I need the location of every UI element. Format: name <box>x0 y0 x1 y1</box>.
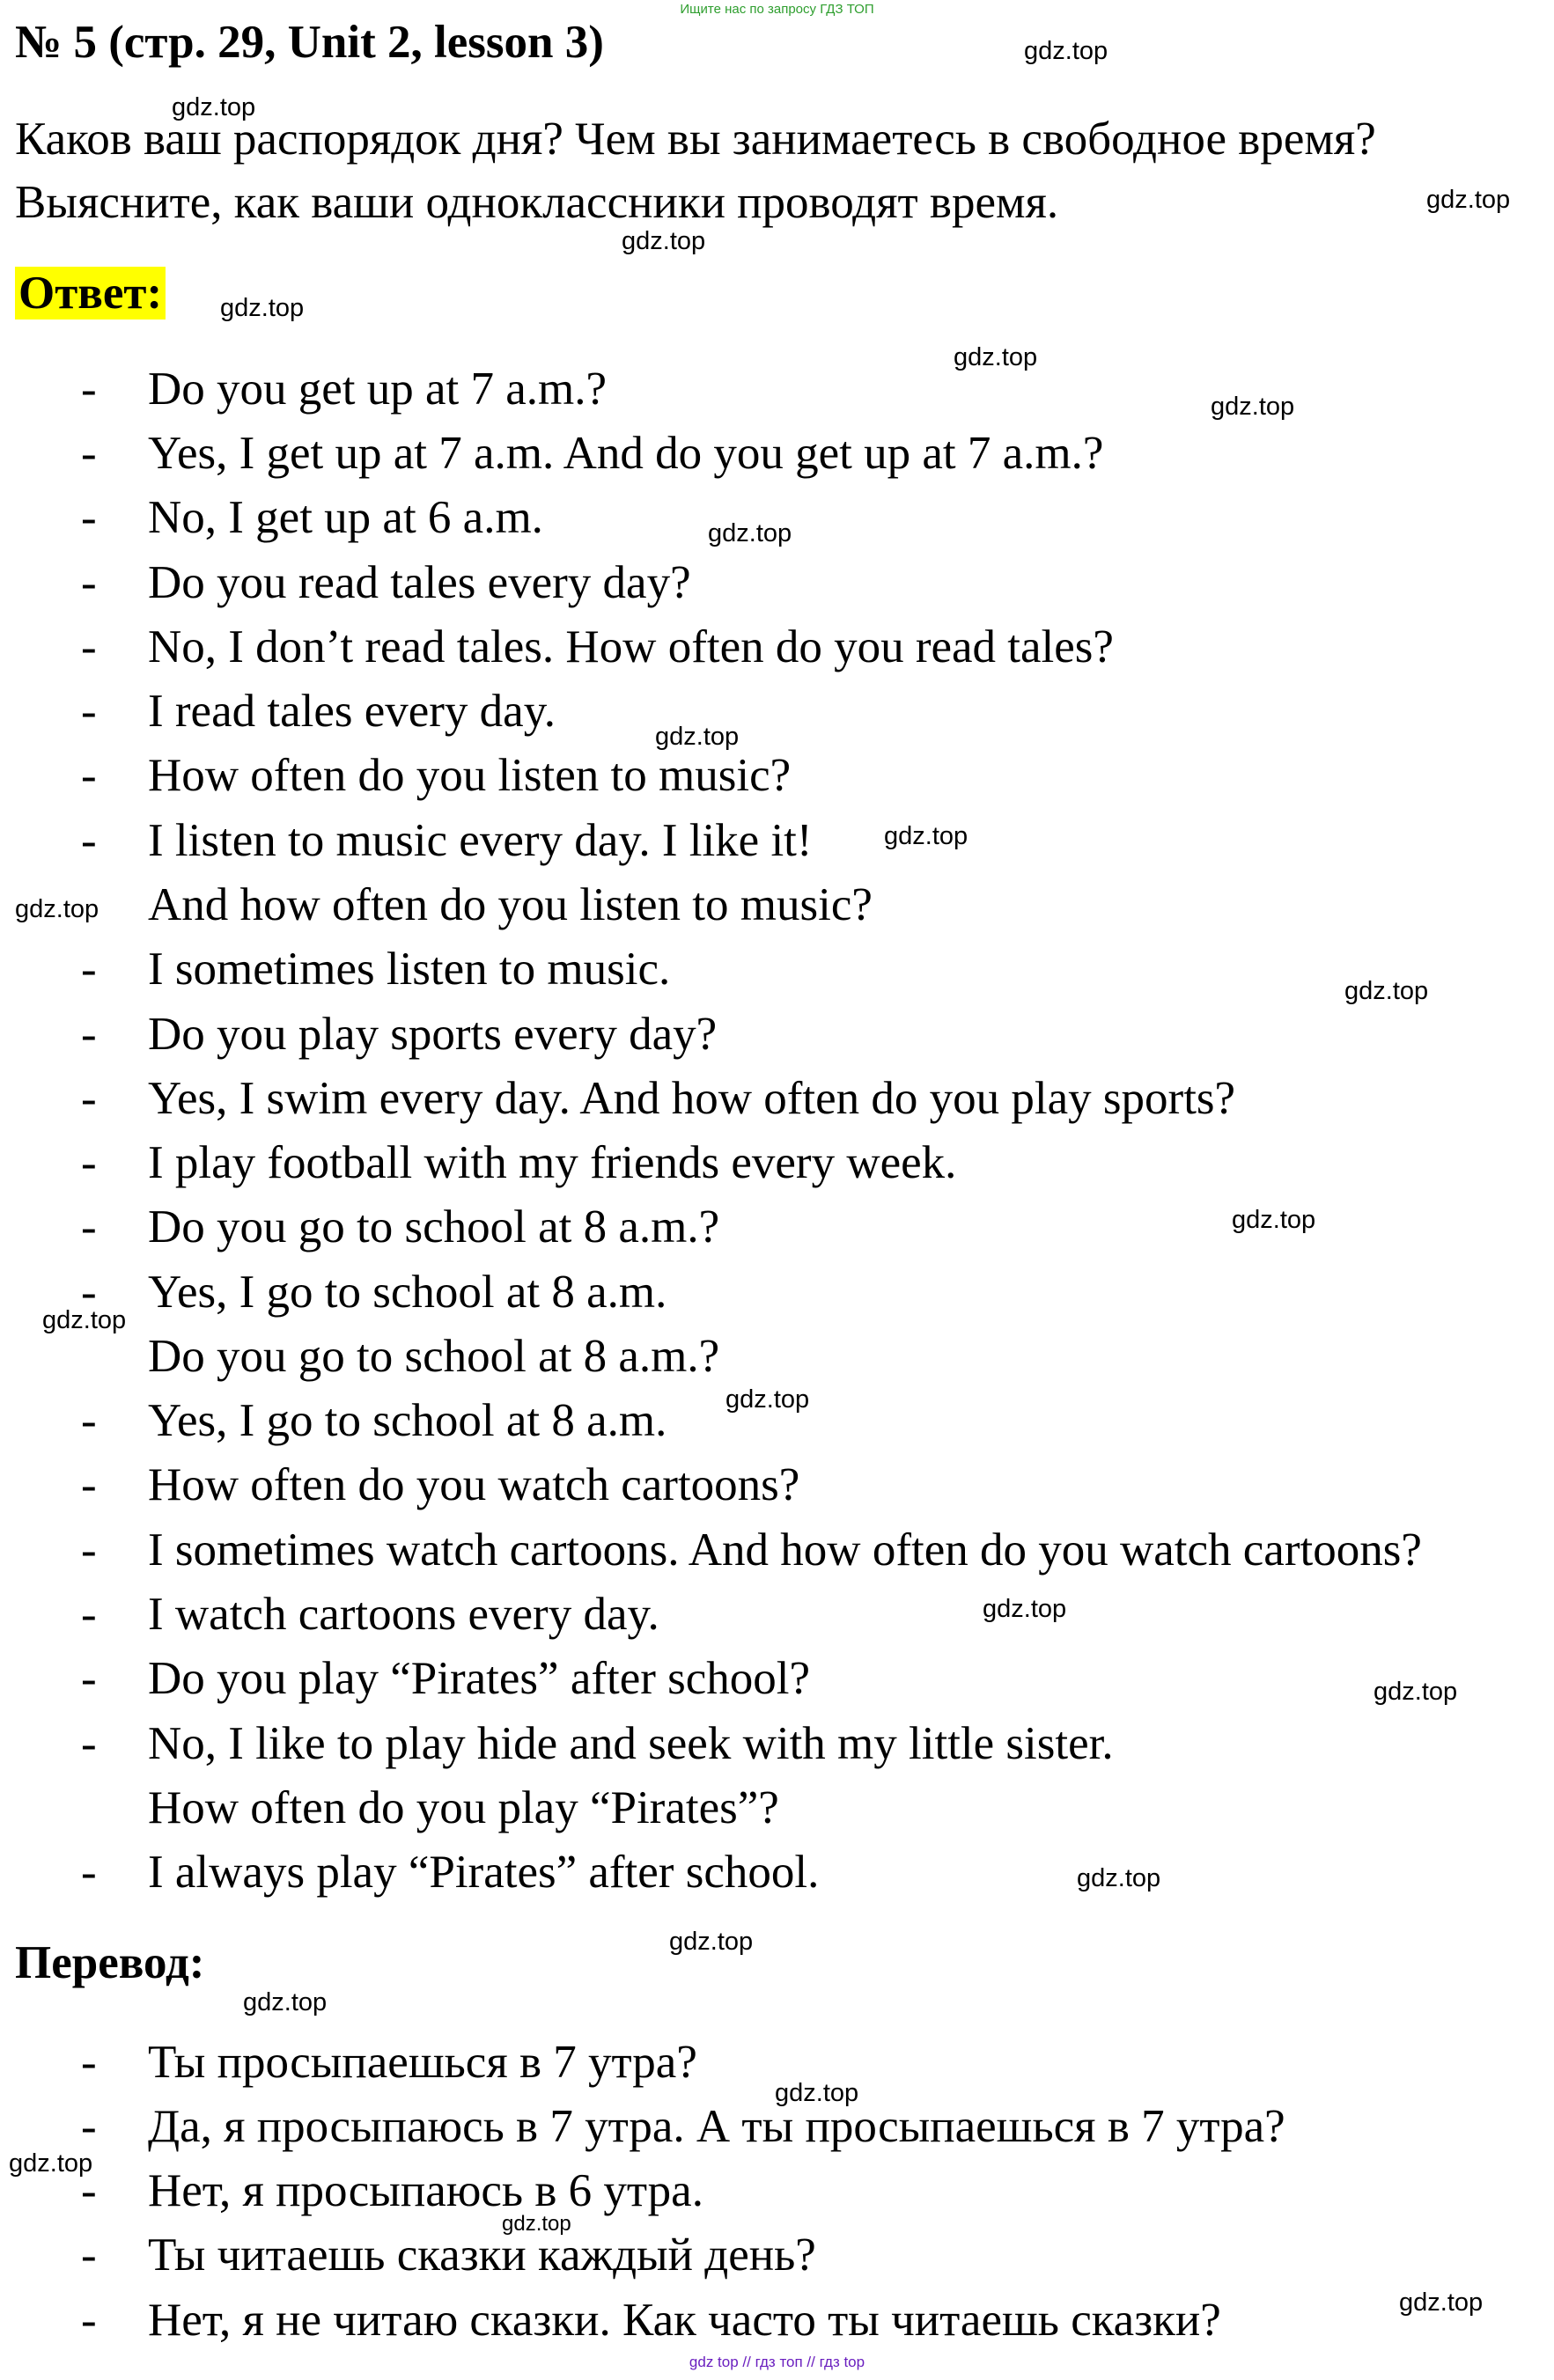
dialogue-dash: - <box>81 364 97 415</box>
dialogue-dash: - <box>81 492 97 543</box>
dialogue-line: No, I get up at 6 a.m. <box>148 492 543 543</box>
dialogue-line: Yes, I get up at 7 a.m. And do you get up at 7 a.m.? <box>148 428 1104 479</box>
dialogue-line: I sometimes watch cartoons. And how often do you watch cartoons? <box>148 1524 1422 1576</box>
watermark: gdz.top <box>775 2079 859 2107</box>
watermark: gdz.top <box>1344 977 1429 1005</box>
translation-dash: - <box>81 2101 97 2152</box>
dialogue-dash: - <box>81 1073 97 1124</box>
dialogue-line: I watch cartoons every day. <box>148 1589 659 1640</box>
watermark: gdz.top <box>1024 37 1108 65</box>
dialogue-line: Do you play “Pirates” after school? <box>148 1653 811 1704</box>
watermark: gdz.top <box>669 1928 754 1956</box>
dialogue-dash: - <box>81 1267 97 1318</box>
dialogue-line: How often do you play “Pirates”? <box>148 1782 779 1833</box>
watermark: gdz.top <box>954 343 1038 371</box>
watermark: gdz.top <box>1232 1206 1316 1234</box>
watermark: gdz.top <box>9 2149 93 2178</box>
dialogue-dash: - <box>81 1589 97 1640</box>
watermark: gdz.top <box>15 895 99 923</box>
dialogue-line: I read tales every day. <box>148 686 556 737</box>
watermark: gdz.top <box>220 294 305 322</box>
dialogue-line: And how often do you listen to music? <box>148 879 873 930</box>
dialogue-line: I sometimes listen to music. <box>148 944 671 995</box>
dialogue-line: How often do you listen to music? <box>148 750 792 801</box>
dialogue-line: Yes, I go to school at 8 a.m. <box>148 1267 667 1318</box>
translation-dash: - <box>81 2295 97 2346</box>
dialogue-line: I play football with my friends every week. <box>148 1137 957 1188</box>
watermark: gdz.top <box>1211 393 1295 421</box>
watermark: gdz.top <box>1426 186 1511 214</box>
dialogue-dash: - <box>81 1009 97 1060</box>
dialogue-line: Do you play sports every day? <box>148 1009 718 1060</box>
translation-line: Ты читаешь сказки каждый день? <box>148 2229 816 2281</box>
translation-line: Нет, я не читаю сказки. Как часто ты читаешь сказки? <box>148 2295 1221 2346</box>
watermark: gdz.top <box>884 822 968 850</box>
watermark: gdz.top <box>502 2212 571 2236</box>
dialogue-dash: - <box>81 686 97 737</box>
watermark: gdz.top <box>708 519 792 547</box>
translation-dash: - <box>81 2037 97 2088</box>
header-search-note: Ищите нас по запросу ГДЗ ТОП <box>680 2 874 17</box>
dialogue-line: How often do you watch cartoons? <box>148 1459 800 1510</box>
watermark: gdz.top <box>1374 1678 1458 1706</box>
dialogue-dash: - <box>81 1201 97 1252</box>
translation-line: Нет, я просыпаюсь в 6 утра. <box>148 2165 703 2216</box>
watermark: gdz.top <box>983 1595 1067 1623</box>
dialogue-dash: - <box>81 750 97 801</box>
watermark: gdz.top <box>655 723 740 751</box>
answer-heading: Ответ: <box>15 267 166 320</box>
watermark: gdz.top <box>1399 2288 1484 2317</box>
watermark: gdz.top <box>42 1306 127 1334</box>
dialogue-dash: - <box>81 557 97 608</box>
dialogue-dash: - <box>81 1395 97 1446</box>
dialogue-dash: - <box>81 428 97 479</box>
translation-line: Да, я просыпаюсь в 7 утра. А ты просыпаешься в 7 утра? <box>148 2101 1285 2152</box>
watermark: gdz.top <box>243 1988 328 2016</box>
watermark: gdz.top <box>622 227 706 255</box>
dialogue-line: No, I don’t read tales. How often do you read tales? <box>148 621 1114 672</box>
exercise-title: № 5 (стр. 29, Unit 2, lesson 3) <box>15 17 604 68</box>
dialogue-dash: - <box>81 1847 97 1898</box>
translation-dash: - <box>81 2165 97 2216</box>
dialogue-line: I always play “Pirates” after school. <box>148 1847 820 1898</box>
dialogue-line: Yes, I go to school at 8 a.m. <box>148 1395 667 1446</box>
translation-dash: - <box>81 2229 97 2281</box>
dialogue-dash: - <box>81 1137 97 1188</box>
dialogue-dash: - <box>81 815 97 866</box>
dialogue-dash: - <box>81 621 97 672</box>
dialogue-line: Do you read tales every day? <box>148 557 691 608</box>
translation-line: Ты просыпаешься в 7 утра? <box>148 2037 697 2088</box>
dialogue-dash: - <box>81 1524 97 1576</box>
task-text-line-2: Выясните, как ваши одноклассники проводят время. <box>15 177 1059 228</box>
watermark: gdz.top <box>172 93 256 121</box>
footer-links: gdz top // гдз топ // гдз top <box>689 2354 865 2370</box>
watermark: gdz.top <box>1077 1864 1161 1892</box>
dialogue-dash: - <box>81 1459 97 1510</box>
watermark: gdz.top <box>725 1385 810 1414</box>
dialogue-dash: - <box>81 1653 97 1704</box>
translation-heading: Перевод: <box>15 1937 205 1988</box>
dialogue-dash: - <box>81 944 97 995</box>
dialogue-dash: - <box>81 1718 97 1769</box>
dialogue-line: Do you go to school at 8 a.m.? <box>148 1201 720 1252</box>
dialogue-line: I listen to music every day. I like it! <box>148 815 813 866</box>
task-text-line-1: Каков ваш распорядок дня? Чем вы занимаетесь в свободное время? <box>15 114 1376 165</box>
dialogue-line: No, I like to play hide and seek with my little sister. <box>148 1718 1114 1769</box>
dialogue-line: Do you go to school at 8 a.m.? <box>148 1331 720 1382</box>
dialogue-line: Yes, I swim every day. And how often do you play sports? <box>148 1073 1236 1124</box>
dialogue-line: Do you get up at 7 a.m.? <box>148 364 608 415</box>
